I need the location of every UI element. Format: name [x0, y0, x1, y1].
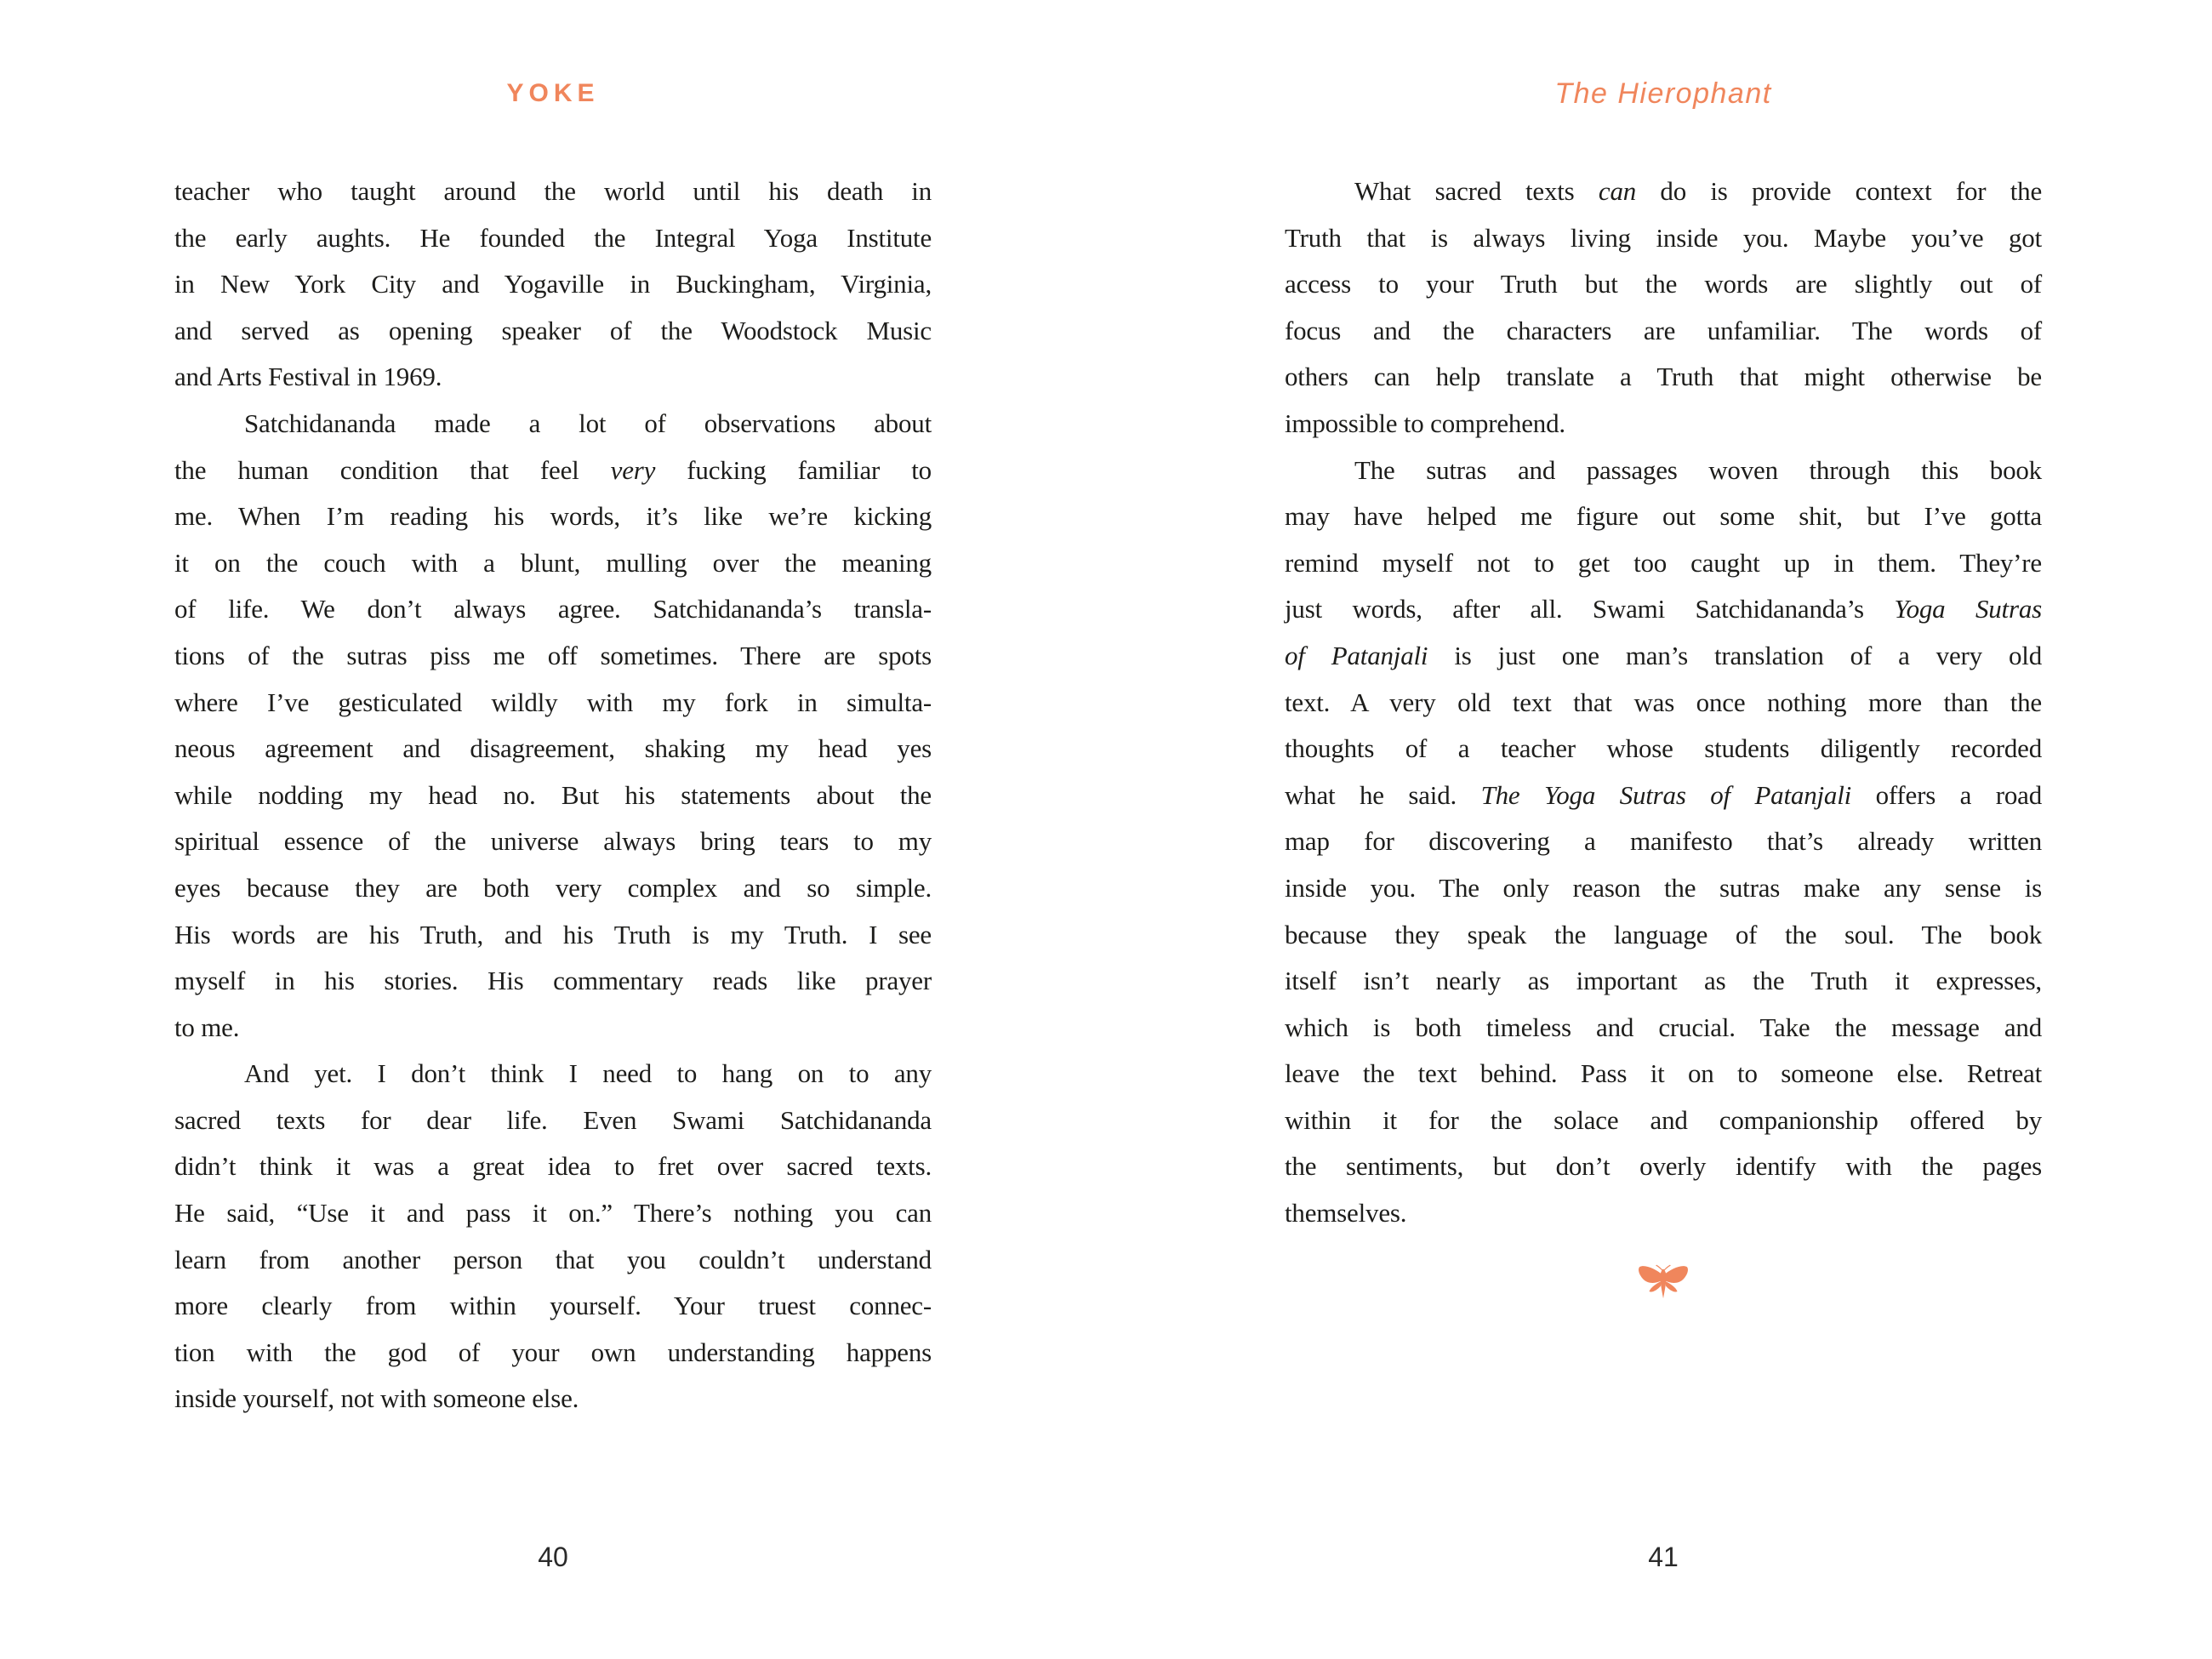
running-header-chapter-title: The Hierophant: [1554, 77, 1772, 110]
text-line: map for discovering a manifesto that’s already written: [1285, 826, 2042, 857]
text-line: thoughts of a teacher whose students diligently recorded: [1285, 733, 2042, 764]
text-line: eyes because they are both very complex and so simple.: [174, 872, 932, 903]
text-line: the early aughts. He founded the Integral Yoga Institute: [174, 222, 932, 253]
text-line: me. When I’m reading his words, it’s like we’re kicking: [174, 501, 932, 532]
page-left: [174, 0, 932, 1659]
text-line: myself in his stories. His commentary reads like prayer: [174, 966, 932, 996]
text-line: access to your Truth but the words are slightly out of: [1285, 269, 2042, 299]
text-line: which is both timeless and crucial. Take the message and: [1285, 1012, 2042, 1042]
running-header-book-title: YOKE: [506, 79, 600, 107]
text-line: text. A very old text that was once nothing more than the: [1285, 687, 2042, 717]
text-line: within it for the solace and companionship offered by: [1285, 1104, 2042, 1135]
text-line: just words, after all. Swami Satchidananda’s Yoga Sutras: [1285, 594, 2042, 624]
text-line: tions of the sutras piss me off sometimes. There are spots: [174, 640, 932, 670]
text-line: of life. We don’t always agree. Satchidananda’s transla-: [174, 594, 932, 624]
text-line: inside yourself, not with someone else.: [174, 1383, 579, 1414]
text-line: The sutras and passages woven through this book: [1354, 454, 2042, 485]
text-line: the human condition that feel very fucking familiar to: [174, 454, 932, 485]
text-line: while nodding my head no. But his statements about the: [174, 779, 932, 810]
page-number-left: 40: [538, 1542, 568, 1572]
text-line: And yet. I don’t think I need to hang on to any: [244, 1058, 932, 1089]
text-line: remind myself not to get too caught up in them. They’re: [1285, 547, 2042, 578]
text-line: sacred texts for dear life. Even Swami Satchidananda: [174, 1104, 932, 1135]
text-line: may have helped me figure out some shit, but I’ve gotta: [1285, 501, 2042, 532]
text-line: of Patanjali is just one man’s translation of a very old: [1285, 640, 2043, 670]
text-line: He said, “Use it and pass it on.” There’s nothing you can: [174, 1198, 932, 1229]
text-line: Truth that is always living inside you. Maybe you’ve got: [1285, 222, 2042, 253]
text-line: themselves.: [1285, 1198, 1407, 1229]
text-line: spiritual essence of the universe always bring tears to my: [174, 826, 932, 857]
moth-icon: [1637, 1263, 1690, 1300]
text-line: to me.: [174, 1012, 240, 1042]
text-line: where I’ve gesticulated wildly with my fork in simulta-: [174, 687, 932, 717]
text-line: tion with the god of your own understanding happens: [174, 1337, 932, 1367]
text-line: impossible to comprehend.: [1285, 408, 1565, 438]
text-line: and served as opening speaker of the Woodstock Music: [174, 315, 932, 345]
page-right: [1285, 0, 2042, 1659]
text-line: focus and the characters are unfamiliar. The words of: [1285, 315, 2042, 345]
text-line: the sentiments, but don’t overly identify with the pages: [1285, 1151, 2042, 1182]
text-line: didn’t think it was a great idea to fret over sacred texts.: [174, 1151, 932, 1182]
text-line: His words are his Truth, and his Truth is my Truth. I see: [174, 919, 932, 949]
page-text-left: [174, 168, 932, 1422]
text-line: What sacred texts can do is provide context for the: [1354, 176, 2043, 206]
text-line: inside you. The only reason the sutras make any sense is: [1285, 872, 2042, 903]
page-text-right: [1285, 168, 2042, 1237]
text-line: others can help translate a Truth that might otherwise be: [1285, 362, 2042, 392]
text-line: and Arts Festival in 1969.: [174, 362, 442, 392]
page-number-right: 41: [1648, 1542, 1679, 1572]
section-break-ornament: [1285, 1263, 2042, 1300]
text-line: itself isn’t nearly as important as the Truth it expresses,: [1285, 966, 2042, 996]
text-line: Satchidananda made a lot of observations about: [244, 408, 932, 438]
text-line: in New York City and Yogaville in Buckingham, Virginia,: [174, 269, 932, 299]
text-line: teacher who taught around the world until his death in: [174, 176, 932, 206]
text-line: more clearly from within yourself. Your truest connec-: [174, 1291, 932, 1321]
text-line: what he said. The Yoga Sutras of Patanjali offers a road: [1285, 779, 2043, 810]
text-line: learn from another person that you couldn’t understand: [174, 1244, 932, 1274]
text-line: it on the couch with a blunt, mulling over the meaning: [174, 547, 932, 578]
text-line: because they speak the language of the soul. The book: [1285, 919, 2042, 949]
text-line: neous agreement and disagreement, shaking my head yes: [174, 733, 932, 764]
text-line: leave the text behind. Pass it on to someone else. Retreat: [1285, 1058, 2042, 1089]
